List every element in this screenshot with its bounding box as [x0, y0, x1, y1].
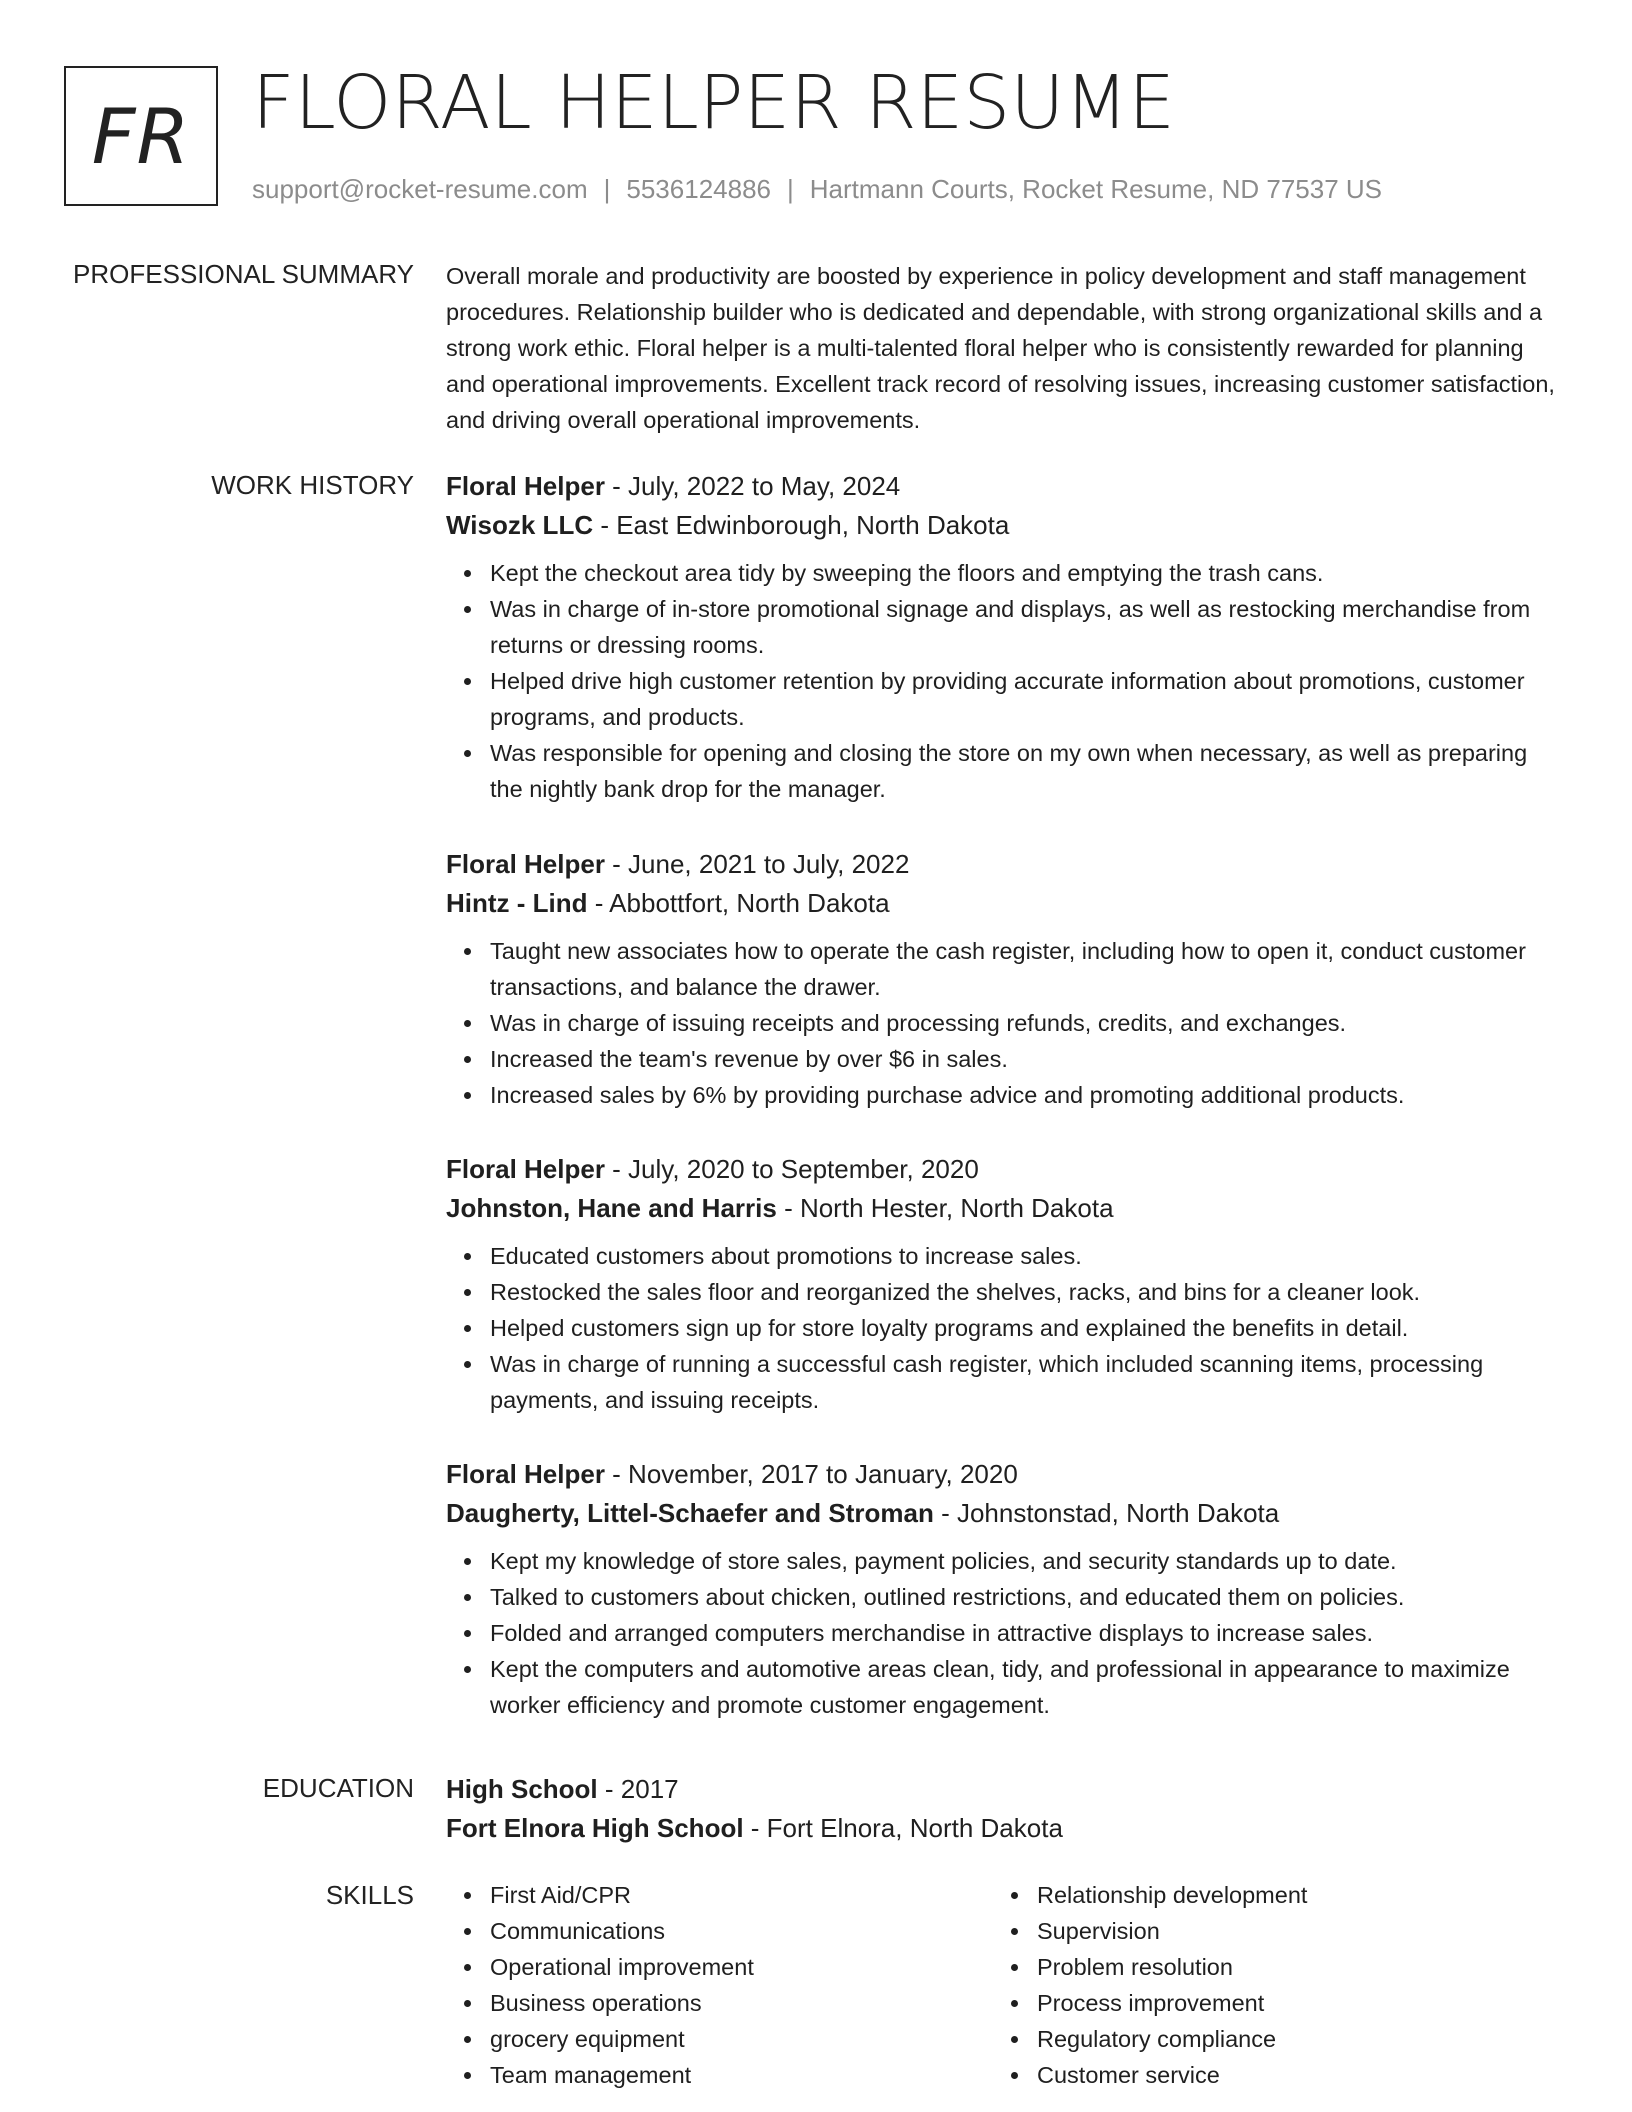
job-location: - Johnstonstad, North Dakota — [933, 1498, 1280, 1528]
skills-list-right — [993, 1877, 1533, 2093]
job-title: Floral Helper — [446, 849, 605, 879]
skills-column-right — [993, 1877, 1533, 2093]
job-bullet: Restocked the sales floor and reorganized the shelves, racks, and bins for a cleaner look. — [490, 1274, 1556, 1310]
monogram-badge: FR — [64, 66, 218, 206]
job-company: Wisozk LLC — [446, 510, 594, 540]
contact-line — [252, 174, 1382, 205]
skill-item: Relationship development — [1037, 1877, 1533, 1913]
section-label-work-history: WORK HISTORY — [211, 470, 414, 500]
job-bullet: Increased sales by 6% by providing purchase advice and promoting additional products. — [490, 1077, 1556, 1113]
contact-email: support@rocket-resume.com — [252, 174, 588, 204]
education-body — [446, 1770, 1556, 1848]
job-bullet: Helped drive high customer retention by providing accurate information about promotions, customer programs, and products. — [490, 663, 1556, 735]
resume-title: FLORAL HELPER RESUME — [252, 60, 1176, 146]
job-dates: - July, 2020 to September, 2020 — [604, 1154, 979, 1184]
summary-body — [446, 258, 1556, 438]
skills-column-left — [446, 1877, 986, 2093]
skill-item: Team management — [490, 2057, 986, 2093]
job-bullet: Talked to customers about chicken, outlined restrictions, and educated them on policies. — [490, 1579, 1556, 1615]
skill-item: Problem resolution — [1037, 1949, 1533, 1985]
job-company: Daugherty, Littel-Schaefer and Stroman — [446, 1498, 934, 1528]
skill-item: Communications — [490, 1913, 986, 1949]
job-bullet: Increased the team's revenue by over $6 in sales. — [490, 1041, 1556, 1077]
job-entry — [446, 1150, 1556, 1418]
job-bullet: Folded and arranged computers merchandise in attractive displays to increase sales. — [490, 1615, 1556, 1651]
skill-item: Business operations — [490, 1985, 986, 2021]
job-bullet: Educated customers about promotions to increase sales. — [490, 1238, 1556, 1274]
job-company-line — [446, 1494, 1556, 1533]
job-dates: - November, 2017 to January, 2020 — [604, 1459, 1018, 1489]
job-entry — [446, 467, 1556, 807]
skill-item: Process improvement — [1037, 1985, 1533, 2021]
skill-item: Operational improvement — [490, 1949, 986, 1985]
section-label-education: EDUCATION — [262, 1773, 414, 1803]
job-dates: - June, 2021 to July, 2022 — [604, 849, 910, 879]
job-bullet: Kept the computers and automotive areas clean, tidy, and professional in appearance to maximize worker efficiency and promote customer engagement. — [490, 1651, 1556, 1723]
job-company-line — [446, 1189, 1556, 1228]
job-title: Floral Helper — [446, 471, 605, 501]
contact-separator: | — [787, 174, 794, 204]
job-title-line — [446, 1455, 1556, 1494]
job-entry — [446, 845, 1556, 1113]
section-label-skills: SKILLS — [325, 1880, 414, 1910]
job-company-line — [446, 884, 1556, 923]
education-location: - Fort Elnora, North Dakota — [743, 1813, 1063, 1843]
job-entry — [446, 1455, 1556, 1723]
skill-item: Regulatory compliance — [1037, 2021, 1533, 2057]
job-bullet: Kept the checkout area tidy by sweeping the floors and emptying the trash cans. — [490, 555, 1556, 591]
job-bullet: Was in charge of in-store promotional signage and displays, as well as restocking merchandise from returns or dressing rooms. — [490, 591, 1556, 663]
job-location: - Abbottfort, North Dakota — [587, 888, 890, 918]
job-title: Floral Helper — [446, 1459, 605, 1489]
summary-text: Overall morale and productivity are boosted by experience in policy development and staff management procedures. Relationship builder who is dedicated and dependable, with strong organizational skills and a strong work ethic. Floral helper is a multi-talented floral helper who is consistently rewarded for planning and operational improvements. Excellent track record of resolving issues, increasing customer satisfaction, and driving overall operational improvements. — [446, 263, 1555, 433]
education-school: Fort Elnora High School — [446, 1813, 744, 1843]
contact-separator: | — [603, 174, 611, 204]
skill-item: Customer service — [1037, 2057, 1533, 2093]
job-title-line — [446, 467, 1556, 506]
job-company-line — [446, 506, 1556, 545]
job-bullets — [446, 1543, 1556, 1723]
skill-item: grocery equipment — [490, 2021, 986, 2057]
job-bullet: Was in charge of running a successful cash register, which included scanning items, processing payments, and issuing receipts. — [490, 1346, 1556, 1418]
job-bullets — [446, 555, 1556, 807]
job-bullets — [446, 933, 1556, 1113]
contact-phone: 5536124886 — [626, 174, 771, 204]
job-bullet: Was responsible for opening and closing the store on my own when necessary, as well as preparing the nightly bank drop for the manager. — [490, 735, 1556, 807]
section-label-summary: PROFESSIONAL SUMMARY — [73, 259, 414, 289]
job-location: - North Hester, North Dakota — [776, 1193, 1114, 1223]
education-degree-line — [446, 1770, 1556, 1809]
job-company: Johnston, Hane and Harris — [446, 1193, 777, 1223]
job-company: Hintz - Lind — [446, 888, 588, 918]
education-degree: High School — [446, 1774, 598, 1804]
job-bullet: Kept my knowledge of store sales, payment policies, and security standards up to date. — [490, 1543, 1556, 1579]
skill-item: Supervision — [1037, 1913, 1533, 1949]
education-year: - 2017 — [597, 1774, 679, 1804]
job-bullets — [446, 1238, 1556, 1418]
job-title-line — [446, 845, 1556, 884]
contact-address: Hartmann Courts, Rocket Resume, ND 77537 US — [809, 174, 1382, 204]
skill-item: First Aid/CPR — [490, 1877, 986, 1913]
education-school-line — [446, 1809, 1556, 1848]
job-bullet: Taught new associates how to operate the cash register, including how to open it, conduct customer transactions, and balance the drawer. — [490, 933, 1556, 1005]
job-dates: - July, 2022 to May, 2024 — [604, 471, 901, 501]
job-title-line — [446, 1150, 1556, 1189]
job-title: Floral Helper — [446, 1154, 605, 1184]
job-location: - East Edwinborough, North Dakota — [593, 510, 1010, 540]
job-bullet: Helped customers sign up for store loyalty programs and explained the benefits in detail. — [490, 1310, 1556, 1346]
job-bullet: Was in charge of issuing receipts and processing refunds, credits, and exchanges. — [490, 1005, 1556, 1041]
skills-list-left — [446, 1877, 986, 2093]
